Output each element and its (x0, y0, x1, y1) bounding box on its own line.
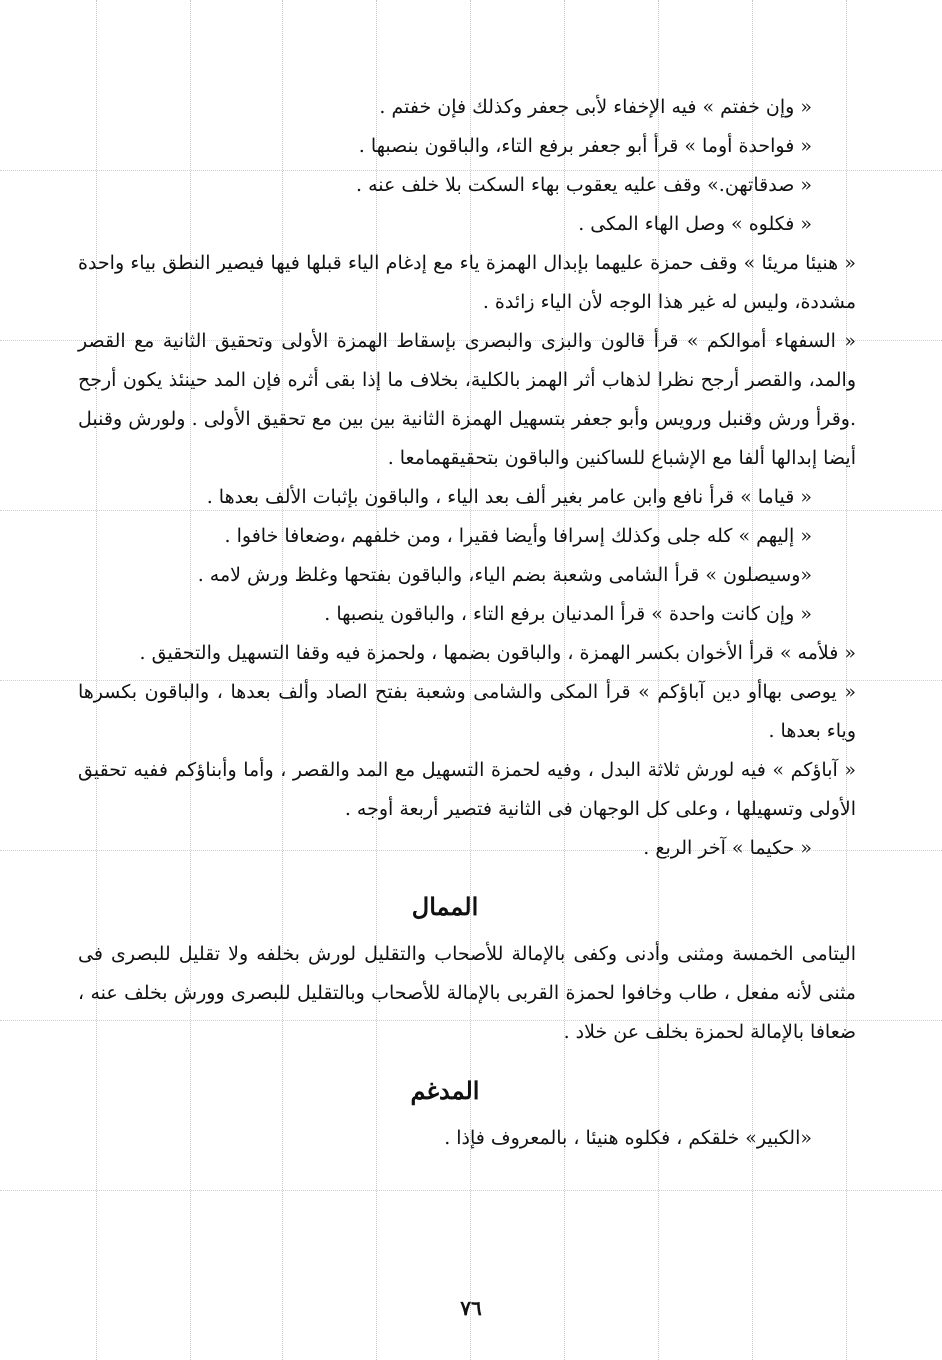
paragraph: « حكيما » آخر الربع . (643, 837, 812, 859)
paragraph: « هنيئا مريئا » وقف حمزة عليهما بإبدال الهمزة ياء مع إدغام الياء قبلها فيها فيصير النطق بياء واحدة مشددة، وليس له غير هذا الوجه لأن الياء زائدة . (78, 252, 856, 313)
paragraph: « فواحدة أوما » قرأ أبو جعفر برفع التاء، والباقون بنصبها . (358, 135, 812, 157)
paragraph: «وسيصلون » قرأ الشامى وشعبة بضم الياء، والباقون بفتحها وغلظ ورش لامه . (197, 564, 812, 586)
paragraph: « يوصى بهاأو دين آباؤكم » قرأ المكى والشامى وشعبة بفتح الصاد وألف بعدها ، والباقون بكسرها وياء بعدها . (78, 681, 856, 742)
paragraph: « السفهاء أموالكم » قرأ قالون والبزى والبصرى بإسقاط الهمزة الأولى وتحقيق الثانية مع القصر والمد، والقصر أرجح نظرا لذهاب أثر الهمز بالكلية، بخلاف ما إذا بقى أثره فإن المد حينئذ يكون أرجح .وقرأ ورش وقنبل ورويس وأبو جعفر بتسهيل الهمزة الثانية بين بين مع تحقيق الأولى . ولورش وقنبل أيضا إبدالها ألفا مع الإشباع للساكنين والباقون بتحقيقهمامعا . (78, 330, 856, 469)
section-heading-mudgham: المدغم (410, 1076, 480, 1105)
section-heading-mumal: الممال (411, 892, 479, 921)
page-body (78, 88, 856, 1158)
paragraph: اليتامى الخمسة ومثنى وأدنى وكفى بالإمالة للأصحاب والتقليل لورش بخلفه ولا تقليل للبصرى فى مثنى لأنه مفعل ، طاب وخافوا لحمزة القربى بالإمالة للأصحاب وبالتقليل للبصرى وورش بخلف عنه ، ضعافا بالإمالة لحمزة بخلف عن خلاد . (78, 943, 856, 1043)
paragraph: «الكبير» خلقكم ، فكلوه هنيئا ، بالمعروف فإذا . (444, 1127, 812, 1149)
paragraph: « وإن كانت واحدة » قرأ المدنيان برفع التاء ، والباقون ينصبها . (324, 603, 812, 625)
paragraph: « إليهم » كله جلى وكذلك إسرافا وأيضا فقيرا ، ومن خلفهم ،وضعافا خافوا . (224, 525, 812, 547)
paragraph: « قياما » قرأ نافع وابن عامر بغير ألف بعد الياء ، والباقون بإثبات الألف بعدها . (206, 486, 812, 508)
paragraph: « آباؤكم » فيه لورش ثلاثة البدل ، وفيه لحمزة التسهيل مع المد والقصر ، وأما وأبناؤكم ففيه تحقيق الأولى وتسهيلها ، وعلى كل الوجهان فى الثانية فتصير أربعة أوجه . (78, 759, 856, 820)
paragraph: « فلأمه » قرأ الأخوان بكسر الهمزة ، والباقون بضمها ، ولحمزة فيه وقفا التسهيل والتحقيق . (139, 642, 856, 664)
scan-guide-line (0, 1190, 942, 1191)
page-number: ٧٦ (460, 1296, 482, 1320)
paragraph: « صدقاتهن.» وقف عليه يعقوب بهاء السكت بلا خلف عنه . (356, 174, 812, 196)
paragraph: « فكلوه » وصل الهاء المكى . (578, 213, 812, 235)
paragraph: « وإن خفتم » فيه الإخفاء لأبى جعفر وكذلك فإن خفتم . (379, 96, 812, 118)
